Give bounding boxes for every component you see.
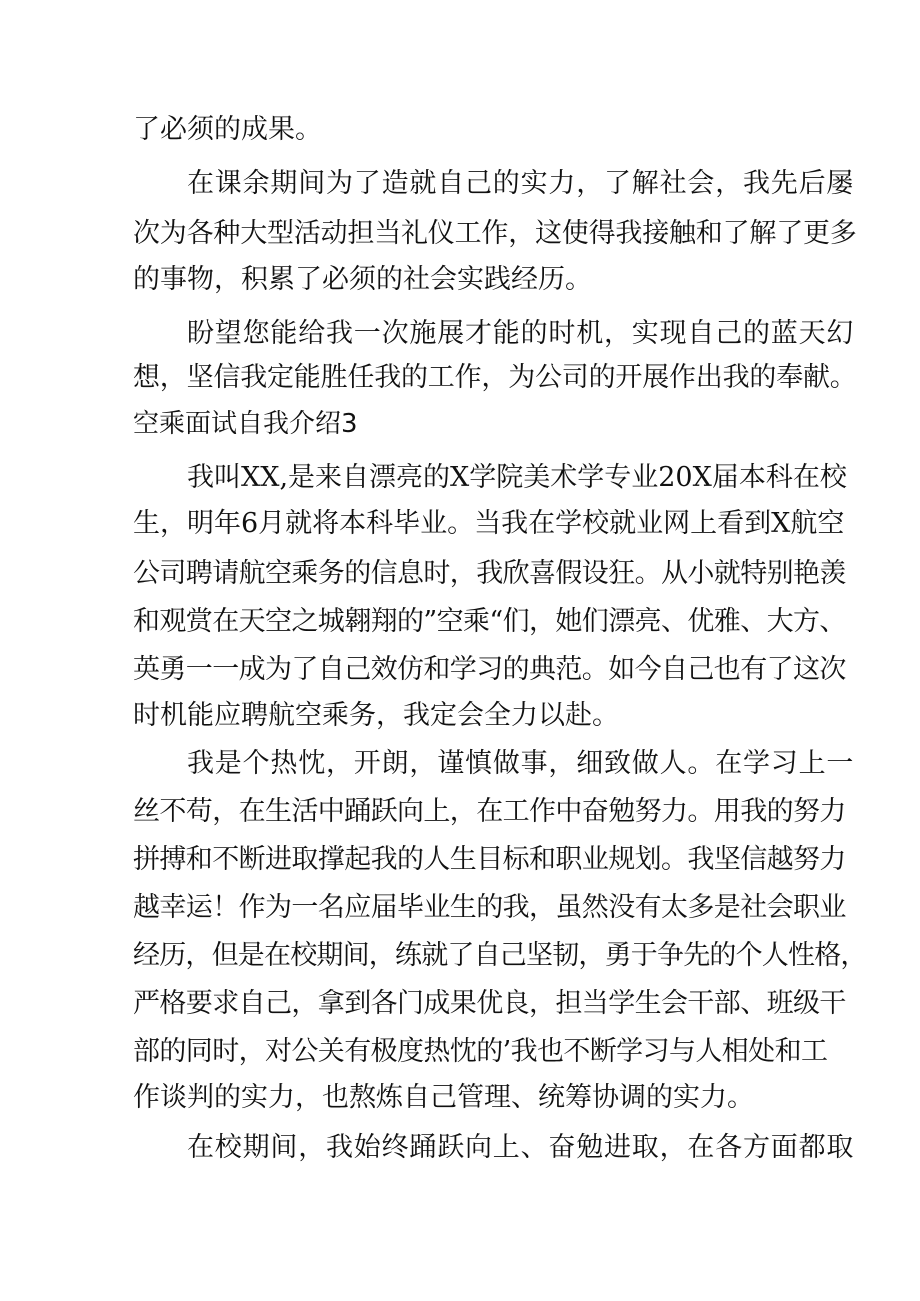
paragraph-first-line: 在课余期间为了造就自己的实力，了解社会，我先后屡 [187, 168, 855, 199]
text-line: 丝不苟，在生活中踊跃向上，在工作中奋勉努力。用我的努力 [133, 796, 846, 827]
paragraph-first-line: 我叫XX,是来自漂亮的X学院美术学专业20X届本科在校 [187, 462, 847, 493]
paragraph-first-line: 在校期间，我始终踊跃向上、奋勉进取，在各方面都取 [187, 1132, 855, 1163]
section-heading: 空乘面试自我介绍3 [133, 409, 358, 439]
paragraph-first-line: 我是个热忱，开朗，谨慎做事，细致做人。在学习上一 [187, 748, 855, 779]
text-line: 和观赏在天空之城翱翔的”空乘“们，她们漂亮、优雅、大方、 [133, 606, 846, 637]
text-line: 公司聘请航空乘务的信息时，我欣喜假设狂。从小就特别艳羡 [133, 558, 846, 589]
text-line: 了必须的成果。 [133, 114, 322, 145]
text-line: 次为各种大型活动担当礼仪工作，这使得我接触和了解了更多 [133, 218, 857, 249]
text-line: 的事物，积累了必须的社会实践经历。 [133, 264, 592, 295]
text-line: 部的同时，对公关有极度热忱的’我也不断学习与人相处和工 [133, 1036, 828, 1067]
text-line: 严格要求自己，拿到各门成果优良，担当学生会干部、班级干 [133, 988, 846, 1019]
text-line: 想，坚信我定能胜任我的工作，为公司的开展作出我的奉献。 [133, 362, 857, 393]
text-line: 经历，但是在校期间，练就了自己坚韧，勇于争先的个人性格， [133, 940, 867, 971]
text-line: 英勇一一成为了自己效仿和学习的典范。如今自己也有了这次 [133, 654, 846, 685]
text-line: 时机能应聘航空乘务，我定会全力以赴。 [133, 700, 619, 731]
text-line: 越幸运！作为一名应届毕业生的我，虽然没有太多是社会职业 [133, 892, 846, 923]
paragraph-first-line: 盼望您能给我一次施展才能的时机，实现自己的蓝天幻 [187, 318, 855, 349]
text-line: 作谈判的实力，也熬炼自己管理、统筹协调的实力。 [133, 1082, 754, 1113]
text-line: 生，明年6月就将本科毕业。当我在学校就业网上看到X航空 [133, 508, 845, 539]
text-line: 拼搏和不断进取撑起我的人生目标和职业规划。我坚信越努力 [133, 844, 846, 875]
